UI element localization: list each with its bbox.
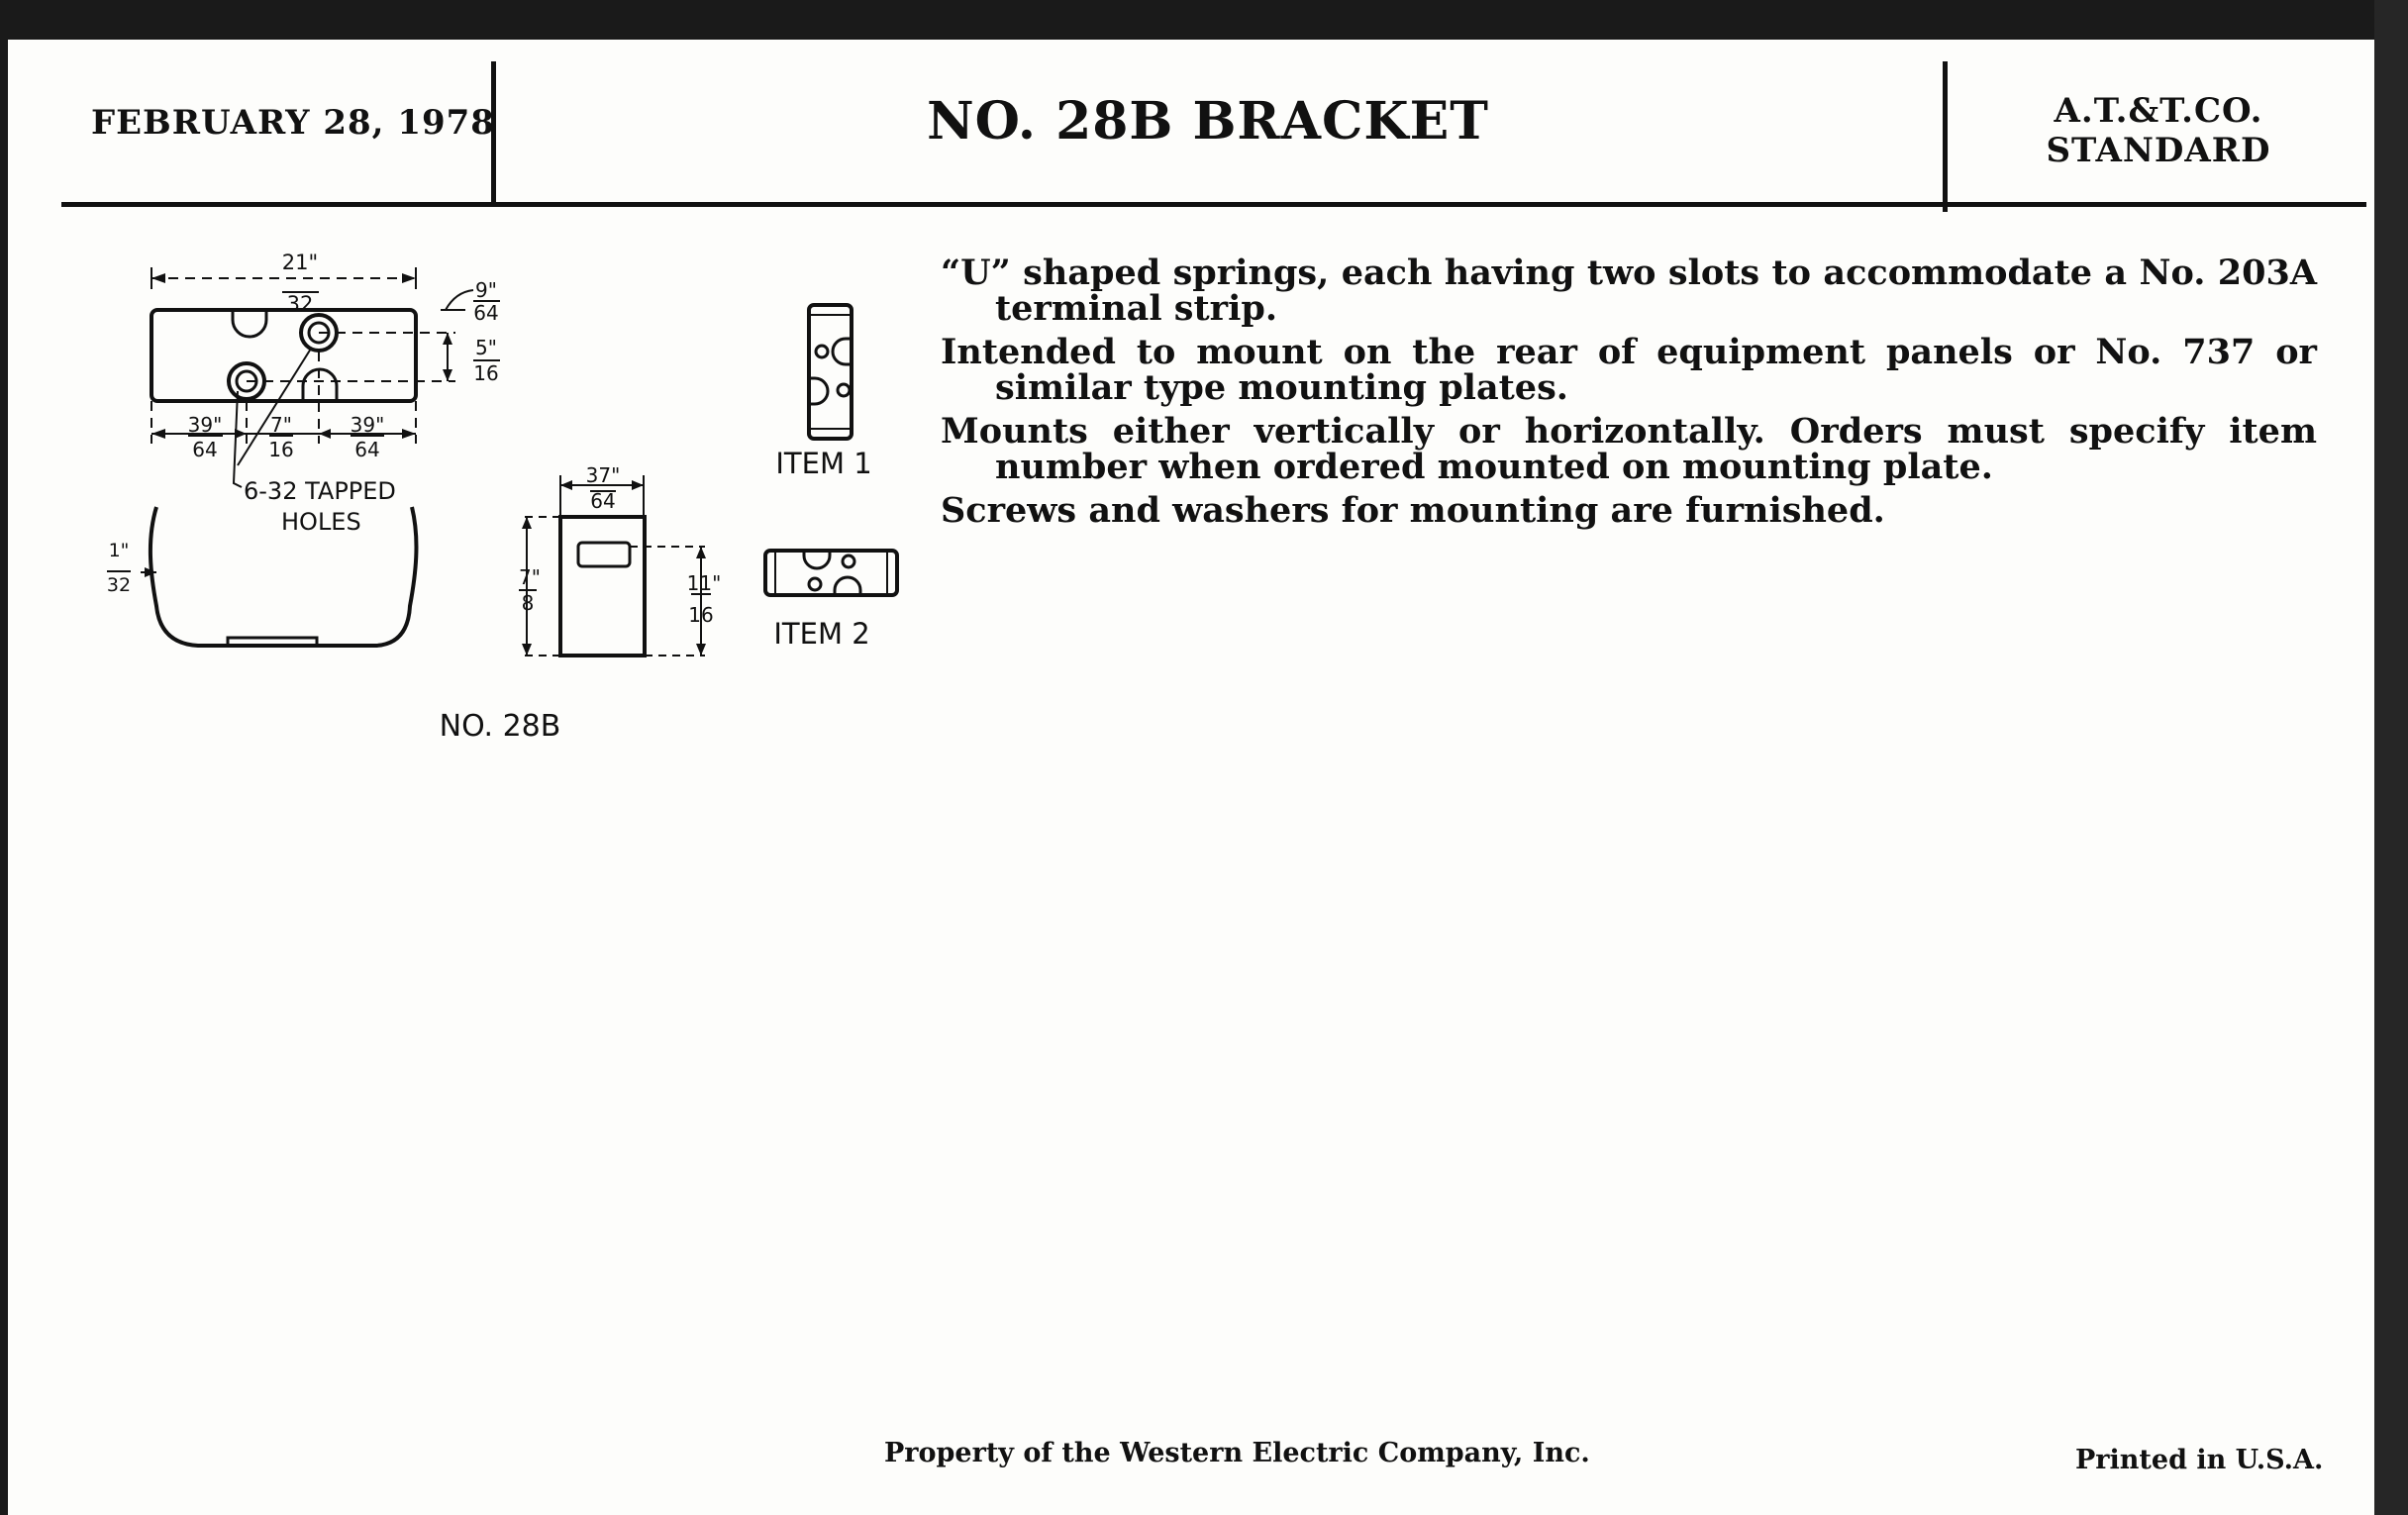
top-view-plate (151, 310, 416, 401)
sheet-title: NO. 28B BRACKET (927, 91, 1489, 152)
description-paragraph: Mounts either vertically or horizontally. Orders must specify item number when ordered mounted on mounting plate. (941, 411, 2317, 487)
dim-bottom-left-den: 64 (192, 438, 218, 461)
item1-edge-lines (809, 315, 852, 429)
standard-line-1: A.T.&T.CO. (2054, 91, 2263, 131)
scan-edge (2374, 0, 2408, 1515)
dim-thickness-num: 1" (108, 540, 130, 561)
dim-bottom-mid-den: 16 (268, 438, 294, 461)
hole-icon (843, 556, 854, 567)
dim-side-width-den: 64 (590, 489, 616, 513)
dim-top-den: 32 (286, 292, 314, 316)
slot-top (233, 310, 266, 337)
dim-bottom-right-den: 64 (354, 438, 380, 461)
item2-slot (835, 577, 860, 595)
dim-thickness-den: 32 (106, 574, 132, 596)
sheet-date: FEBRUARY 28, 1978 (91, 103, 495, 143)
description (941, 252, 2317, 537)
drawing-caption: NO. 28B (439, 709, 561, 744)
item1-label: ITEM 1 (775, 447, 872, 480)
item1-slot (833, 339, 852, 364)
item2-plate (765, 551, 897, 595)
dim-right-mid-den: 16 (473, 361, 499, 385)
item2-label: ITEM 2 (773, 617, 870, 651)
dim-right-small-num: 9" (475, 278, 497, 302)
hole-icon (809, 578, 821, 590)
dim-bottom-left-num: 39" (187, 413, 223, 437)
dim-right-small-den: 64 (473, 301, 499, 325)
holes-label-line2: HOLES (281, 508, 361, 536)
leader (234, 391, 242, 487)
dim-side-left-num: 7" (519, 565, 541, 589)
description-paragraph: Intended to mount on the rear of equipment panels or No. 737 or similar type mounting plates. (941, 332, 2317, 408)
standard-line-2: STANDARD (2046, 131, 2271, 170)
dim-bottom-mid-num: 7" (270, 413, 292, 437)
description-paragraph: “U” shaped springs, each having two slots to accommodate a No. 203A terminal strip. (941, 252, 2317, 329)
footer-printed: Printed in U.S.A. (2075, 1445, 2324, 1475)
item1-slot (809, 378, 828, 404)
dim-right-mid-num: 5" (475, 336, 497, 359)
hole-icon (816, 346, 828, 357)
dim-bottom-right-num: 39" (350, 413, 385, 437)
bracket-drawing (0, 0, 990, 772)
footer-property: Property of the Western Electric Company, Inc. (884, 1438, 1590, 1468)
header-divider-right (1943, 61, 1948, 212)
dim-side-width-num: 37" (585, 463, 621, 487)
dim-side-right-num: 11" (686, 571, 722, 595)
item1-plate (809, 305, 852, 439)
description-paragraph: Screws and washers for mounting are furnished. (941, 490, 1885, 531)
hole-icon (838, 384, 850, 396)
leader (446, 290, 473, 310)
dim-side-left-den: 8 (521, 591, 535, 615)
item2-slot (804, 551, 830, 568)
side-view-plate (560, 517, 645, 656)
item2-edge-lines (775, 551, 887, 595)
dim-top-num: 21" (281, 251, 319, 274)
side-view-slot (578, 543, 630, 566)
dim-side-right-den: 16 (688, 603, 714, 627)
holes-label-line1: 6-32 TAPPED (244, 477, 396, 505)
